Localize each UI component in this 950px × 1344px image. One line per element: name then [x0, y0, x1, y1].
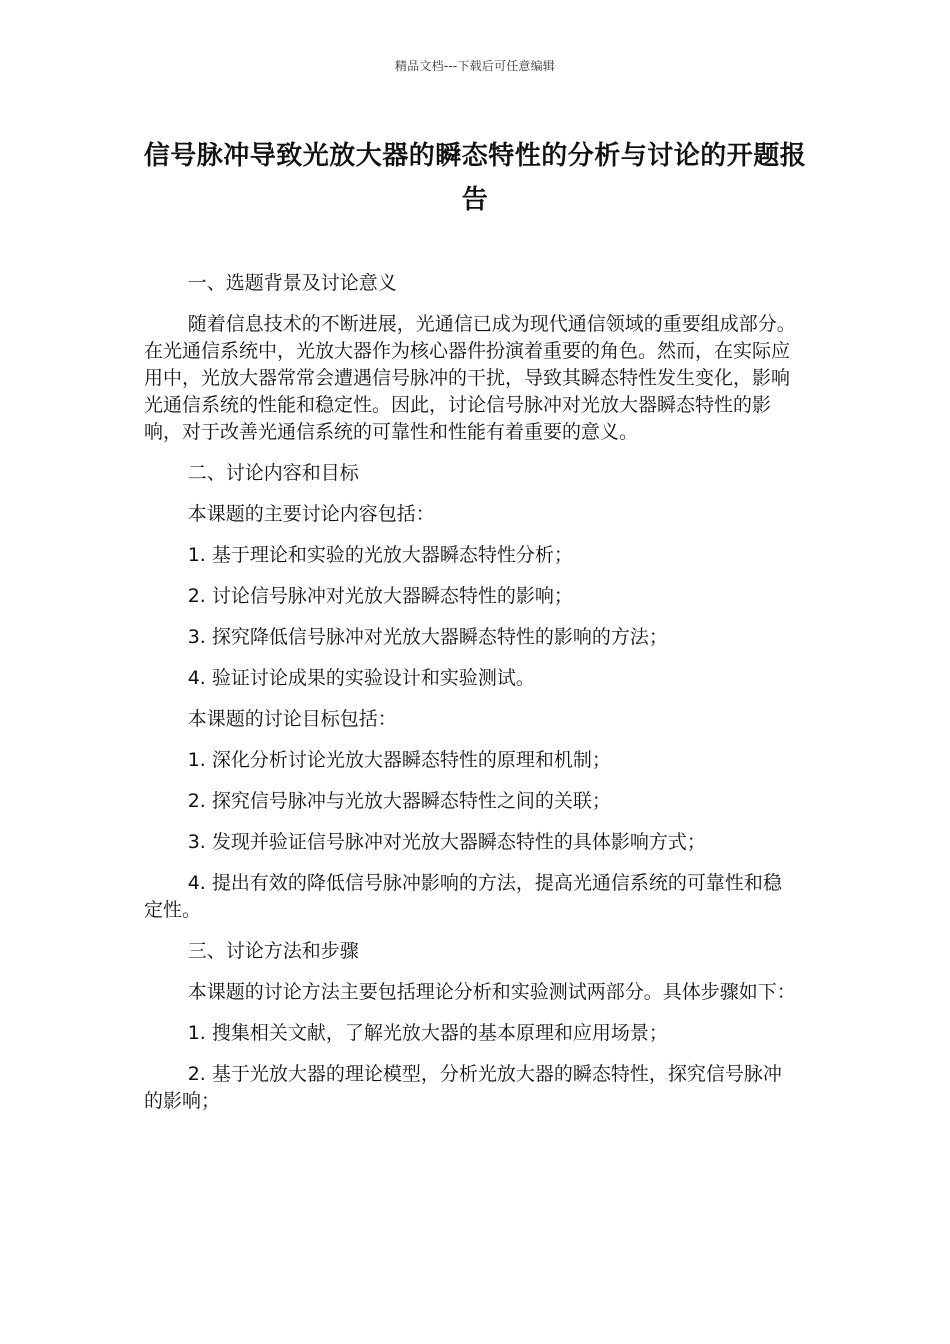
list-item: 1. 深化分析讨论光放大器瞬态特性的原理和机制； [187, 749, 611, 771]
document-body [144, 270, 799, 1129]
list-item: 4. 验证讨论成果的实验设计和实验测试。 [187, 667, 535, 689]
list-item: 2. 探究信号脉冲与光放大器瞬态特性之间的关联； [187, 790, 611, 812]
list-item: 3. 发现并验证信号脉冲对光放大器瞬态特性的具体影响方式； [187, 831, 706, 853]
list-item: 3. 探究降低信号脉冲对光放大器瞬态特性的影响的方法； [187, 626, 668, 648]
section-heading-background: 一、选题背景及讨论意义 [187, 272, 397, 294]
list-item: 2. 讨论信号脉冲对光放大器瞬态特性的影响； [187, 585, 573, 607]
list-item: 1. 基于理论和实验的光放大器瞬态特性分析； [187, 544, 573, 566]
list-item: 1. 搜集相关文献，了解光放大器的基本原理和应用场景； [187, 1022, 668, 1044]
document-title: 信号脉冲导致光放大器的瞬态特性的分析与讨论的开题报告 [143, 141, 807, 215]
paragraph-methods-intro: 本课题的讨论方法主要包括理论分析和实验测试两部分。具体步骤如下： [187, 981, 796, 1003]
list-item: 4. 提出有效的降低信号脉冲影响的方法，提高光通信系统的可靠性和稳定性。 [144, 872, 782, 921]
section-heading-methods: 三、讨论方法和步骤 [187, 940, 359, 962]
paragraph-content-intro: 本课题的主要讨论内容包括： [187, 503, 435, 525]
paragraph-background: 随着信息技术的不断进展，光通信已成为现代通信领域的重要组成部分。在光通信系统中，光放大器作为核心器件扮演着重要的角色。然而，在实际应用中，光放大器常常会遭遇信号脉冲的干扰，导致其瞬态特性发生变化，影响光通信系统的性能和稳定性。因此，讨论信号脉冲对光放大器瞬态特性的影响，对于改善光通信系统的可靠性和性能有着重要的意义。 [144, 313, 796, 443]
header-note: 精品文档---下载后可任意编辑 [395, 59, 555, 73]
section-heading-content: 二、讨论内容和目标 [187, 462, 359, 484]
paragraph-goals-intro: 本课题的讨论目标包括： [187, 708, 397, 730]
list-item: 2. 基于光放大器的理论模型，分析光放大器的瞬态特性，探究信号脉冲的影响； [144, 1063, 782, 1112]
